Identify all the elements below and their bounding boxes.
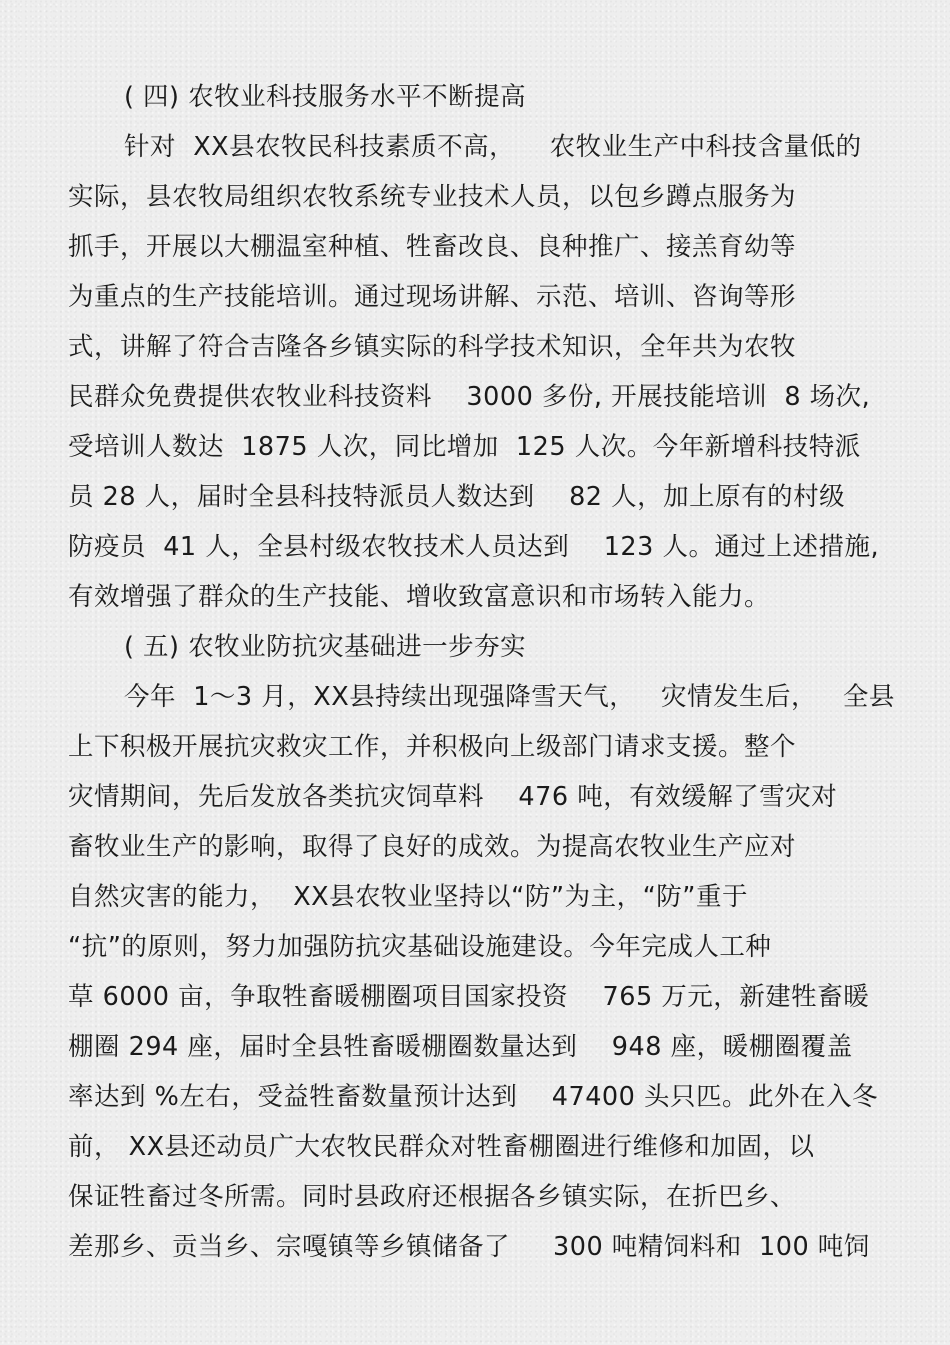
paragraph-line: 受培训人数达 1875 人次，同比增加 125 人次。今年新增科技特派 xyxy=(68,432,861,462)
paragraph-line: “抗”的原则，努力加强防抗灾基础设施建设。今年完成人工种 xyxy=(68,932,772,962)
paragraph-line: 棚圈 294 座，届时全县牲畜暖棚圈数量达到 948 座，暖棚圈覆盖 xyxy=(68,1032,853,1062)
paragraph-line: 自然灾害的能力， XX县农牧业坚持以“防”为主，“防”重于 xyxy=(68,882,748,912)
paragraph-line: 前， XX县还动员广大农牧民群众对牲畜棚圈进行维修和加固，以 xyxy=(68,1132,815,1162)
paragraph-line: 员 28 人，届时全县科技特派员人数达到 82 人，加上原有的村级 xyxy=(68,482,846,512)
paragraph-line: 实际，县农牧局组织农牧系统专业技术人员，以包乡蹲点服务为 xyxy=(68,182,797,212)
paragraph-line: 民群众免费提供农牧业科技资料 3000 多份, 开展技能培训 8 场次, xyxy=(68,382,871,412)
paragraph-line: 率达到 %左右，受益牲畜数量预计达到 47400 头只匹。此外在入冬 xyxy=(68,1082,878,1112)
paragraph-line: 今年 1～3 月，XX县持续出现强降雪天气， 灾情发生后， 全县 xyxy=(124,682,895,712)
paragraph-line: 抓手，开展以大棚温室种植、牲畜改良、良种推广、接羔育幼等 xyxy=(68,232,797,262)
paragraph-line: 有效增强了群众的生产技能、增收致富意识和市场转入能力。 xyxy=(68,582,771,612)
paragraph-line: 灾情期间，先后发放各类抗灾饲草料 476 吨，有效缓解了雪灾对 xyxy=(68,782,838,812)
paragraph-line: 针对 XX县农牧民科技素质不高， 农牧业生产中科技含量低的 xyxy=(124,132,862,162)
paragraph-line: 为重点的生产技能培训。通过现场讲解、示范、培训、咨询等形 xyxy=(68,282,797,312)
paragraph-line: 畜牧业生产的影响，取得了良好的成效。为提高农牧业生产应对 xyxy=(68,832,797,862)
paragraph-line: 式，讲解了符合吉隆各乡镇实际的科学技术知识，全年共为农牧 xyxy=(68,332,797,362)
paragraph-line: 保证牲畜过冬所需。同时县政府还根据各乡镇实际，在折巴乡、 xyxy=(68,1182,797,1212)
paragraph-line: 防疫员 41 人，全县村级农牧技术人员达到 123 人。通过上述措施, xyxy=(68,532,880,562)
section-heading-4: ( 四) 农牧业科技服务水平不断提高 xyxy=(124,82,527,112)
paragraph-line: 上下积极开展抗灾救灾工作，并积极向上级部门请求支援。整个 xyxy=(68,732,797,762)
section-heading-5: ( 五) 农牧业防抗灾基础进一步夯实 xyxy=(124,632,527,662)
paragraph-line: 草 6000 亩，争取牲畜暖棚圈项目国家投资 765 万元，新建牲畜暖 xyxy=(68,982,870,1012)
paragraph-line: 差那乡、贡当乡、宗嘎镇等乡镇储备了 300 吨精饲料和 100 吨饲 xyxy=(68,1232,870,1262)
